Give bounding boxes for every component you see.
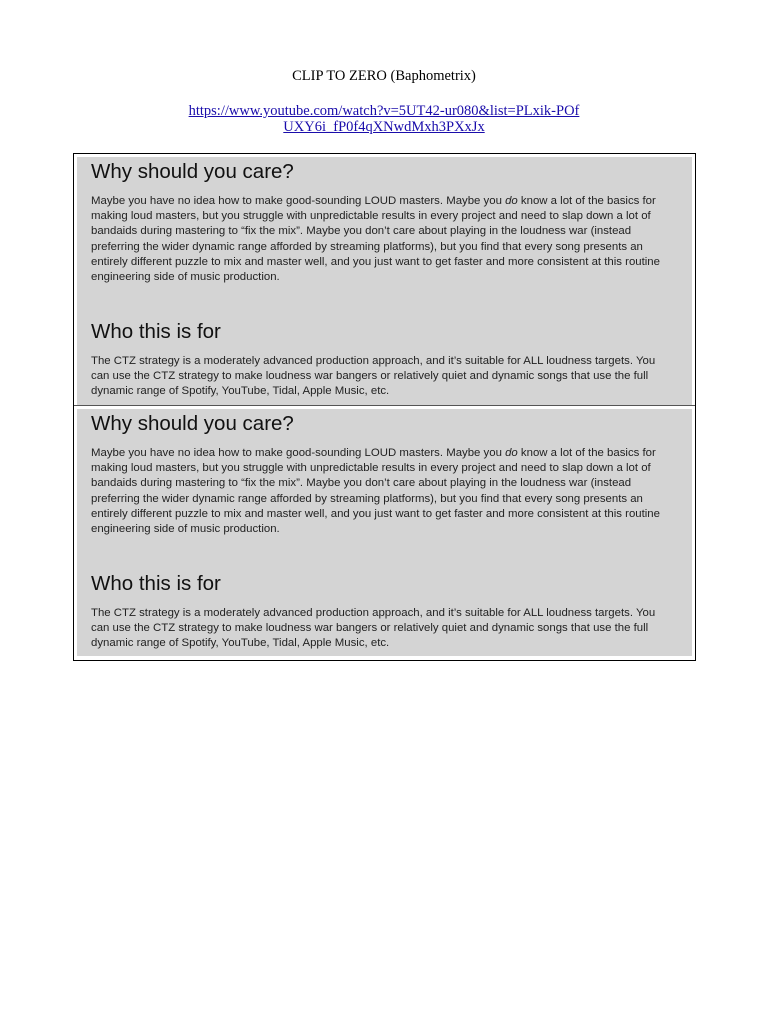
table-cell-1 [77,157,692,405]
who-for-heading: Who this is for [91,572,221,595]
emphasis-do: do [505,195,518,207]
why-care-paragraph: Maybe you have no idea how to make good-sounding LOUD masters. Maybe you do know a lot of the basics for making loud masters, but you struggle with unpredictable results in every project and need to slap down a lot of bandaids during mastering to “fix the mix”. Maybe you don’t care about playing in the loudness war (instead preferring the wider dynamic range afforded by streaming platforms), but you find that every song presents an entirely different puzzle to mix and master well, and you just want to get faster and more consistent at this routine engineering side of music production. [91,195,660,284]
why-care-paragraph: Maybe you have no idea how to make good-sounding LOUD masters. Maybe you do know a lot of the basics for making loud masters, but you struggle with unpredictable results in every project and need to slap down a lot of bandaids during mastering to “fix the mix”. Maybe you don’t care about playing in the loudness war (instead preferring the wider dynamic range afforded by streaming platforms), but you find that every song presents an entirely different puzzle to mix and master well, and you just want to get faster and more consistent at this routine engineering side of music production. [91,447,660,536]
emphasis-do: do [505,447,518,459]
content-table [73,153,696,661]
who-for-heading: Who this is for [91,320,221,343]
why-care-heading: Why should you care? [91,412,294,435]
who-for-paragraph: The CTZ strategy is a moderately advanced production approach, and it’s suitable for ALL loudness targets. You can use the CTZ strategy to make loudness war bangers or relatively quiet and dynamic songs that use the full dynamic range of Spotify, YouTube, Tidal, Apple Music, etc. [91,607,656,650]
row-divider [74,405,695,406]
who-for-paragraph: The CTZ strategy is a moderately advanced production approach, and it’s suitable for ALL loudness targets. You can use the CTZ strategy to make loudness war bangers or relatively quiet and dynamic songs that use the full dynamic range of Spotify, YouTube, Tidal, Apple Music, etc. [91,355,656,398]
table-cell-2 [77,409,692,656]
why-care-heading: Why should you care? [91,160,294,183]
document-title: CLIP TO ZERO (Baphometrix) [292,68,476,84]
youtube-link[interactable]: https://www.youtube.com/watch?v=5UT42-ur080&list=PLxik-POfUXY6i_fP0f4qXNwdMxh3PXxJx [188,103,580,135]
